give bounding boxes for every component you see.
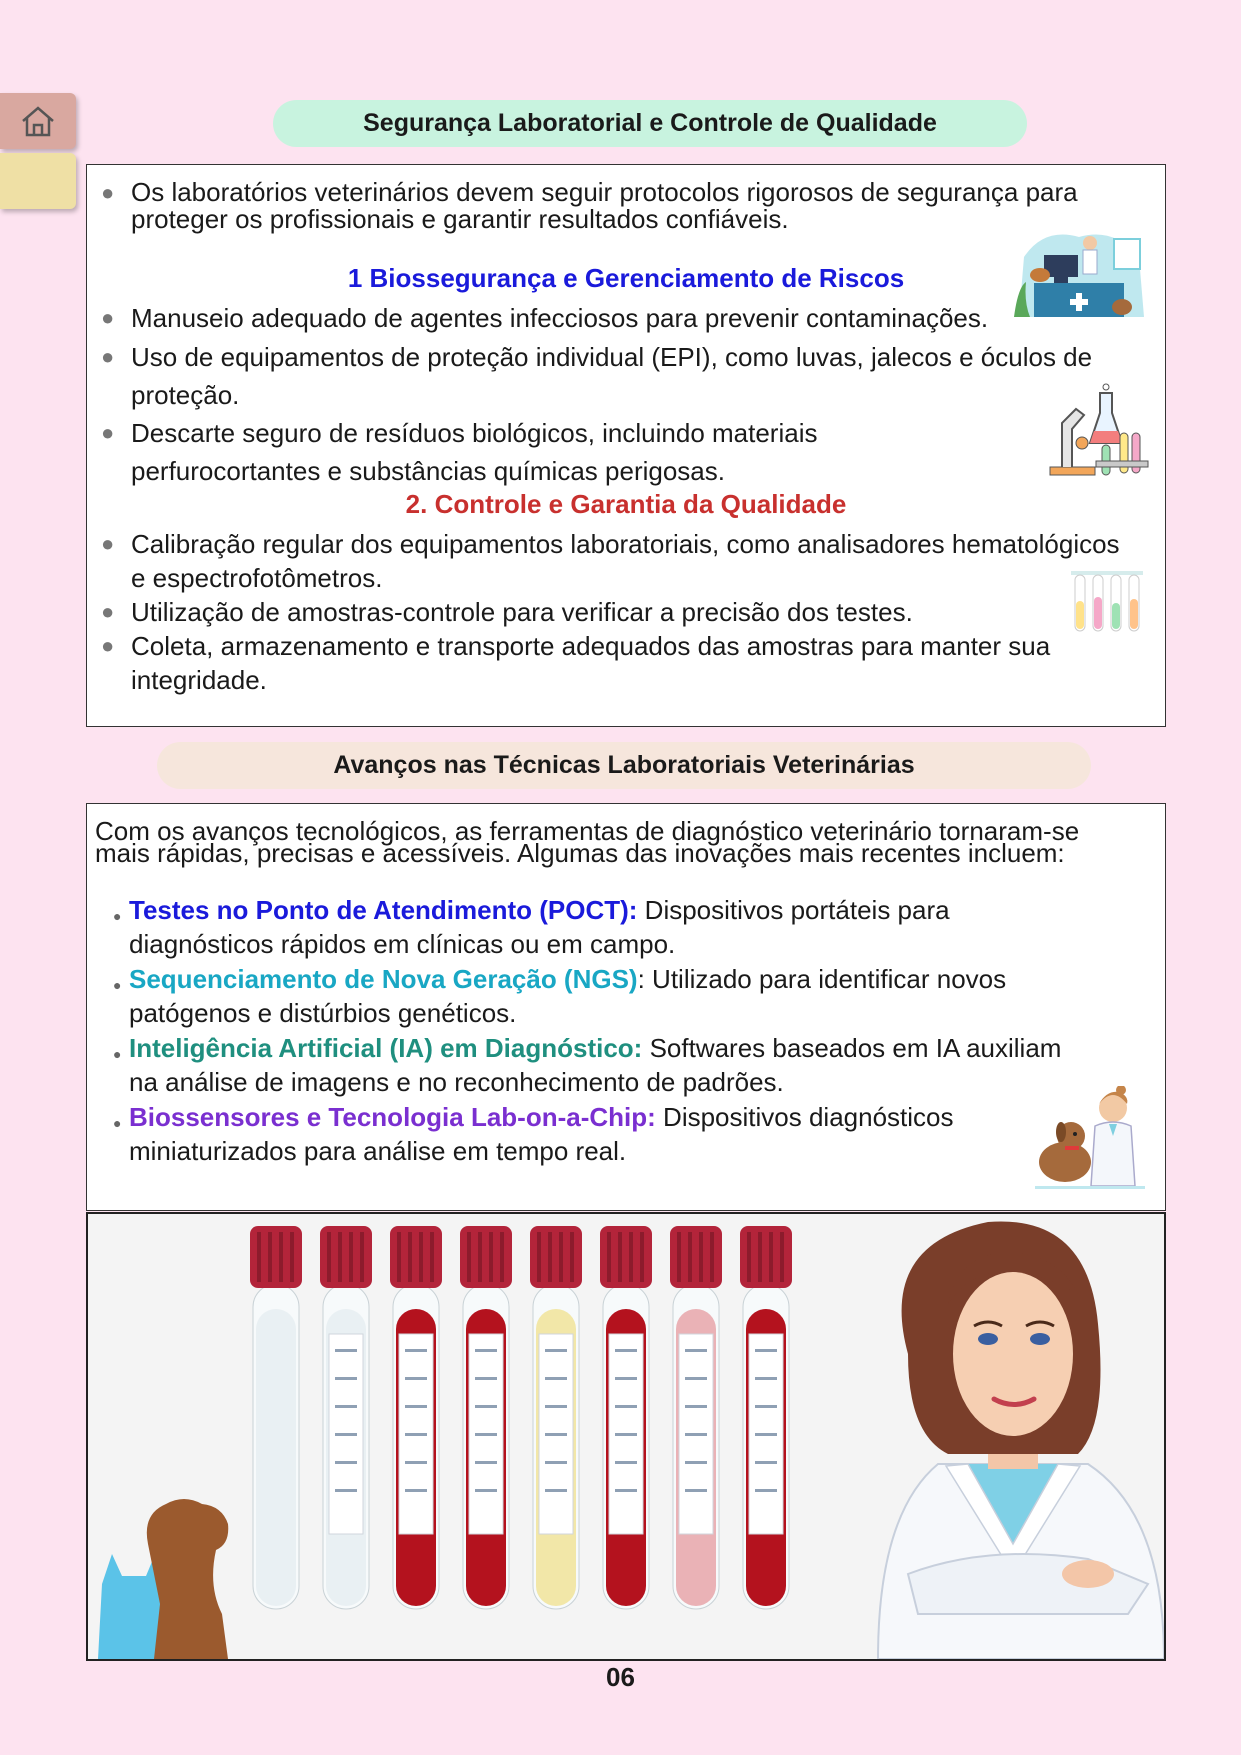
tubes-scene-icon — [88, 1214, 1164, 1659]
home-icon — [19, 103, 57, 139]
list-item: ● Os laboratórios veterinários devem seguir protocolos rigorosos de segurança para proteger os profissionais e garantir resultados confiáveis. — [101, 177, 1078, 234]
list-item: ● Inteligência Artificial (IA) em Diagnóstico: Softwares baseados em IA auxiliam na análise de imagens e no reconhecimento de padrões. — [113, 1033, 1062, 1097]
test-tubes-icon — [1065, 561, 1151, 637]
bullet-icon: ● — [113, 908, 122, 924]
bullet-icon: ● — [113, 1115, 122, 1131]
bullet-icon: ● — [101, 531, 115, 556]
tubes-group — [250, 1226, 792, 1609]
list-item: ● Coleta, armazenamento e transporte adequados das amostras para manter sua integridade. — [101, 631, 1051, 695]
bullet-icon: ● — [113, 1046, 122, 1062]
bullet-icon: ● — [101, 599, 115, 624]
bullet-icon: ● — [101, 305, 115, 330]
bullet-icon: ● — [101, 633, 115, 658]
list-item: ● Manuseio adequado de agentes infecciosos para prevenir contaminações. — [101, 303, 989, 333]
blood-tube — [390, 1226, 442, 1609]
list-item: ● Biossensores e Tecnologia Lab-on-a-Chip: Dispositivos diagnósticos miniaturizados para análise em tempo real. — [113, 1102, 954, 1166]
bullet-icon: ● — [113, 977, 122, 993]
veterinarian-woman-icon — [878, 1221, 1164, 1659]
page-number: 06 — [606, 1662, 635, 1692]
home-button[interactable] — [0, 93, 76, 149]
blood-tube — [600, 1226, 652, 1609]
blood-tube — [530, 1226, 582, 1609]
list-item: ● Calibração regular dos equipamentos laboratoriais, como analisadores hematológicos e espectrofotômetros. — [101, 529, 1120, 593]
subheading-quality: 2. Controle e Garantia da Qualidade — [405, 489, 847, 519]
safety-quality-box — [86, 164, 1166, 727]
section-title-advances: Avanços nas Técnicas Laboratoriais Veterinárias — [157, 742, 1091, 789]
advances-intro: Com os avanços tecnológicos, as ferramentas de diagnóstico veterinário tornaram-se mais rápidas, precisas e acessíveis. Algumas das inovações mais recentes incluem: — [95, 816, 1080, 868]
blood-tubes-illustration — [86, 1212, 1166, 1661]
bullet-icon: ● — [101, 344, 115, 369]
nav-tab[interactable] — [0, 153, 76, 209]
list-item: ● Descarte seguro de resíduos biológicos, incluindo materiais perfurocortantes e substâncias químicas perigosas. — [131, 414, 955, 490]
section-title-safety: Segurança Laboratorial e Controle de Qualidade — [273, 100, 1027, 147]
list-item: ● Sequenciamento de Nova Geração (NGS): Utilizado para identificar novos patógenos e distúrbios genéticos. — [113, 964, 1007, 1028]
blood-tube — [740, 1226, 792, 1609]
vet-clinic-illustration-icon — [1004, 227, 1154, 327]
dog-silhouette-icon — [147, 1499, 228, 1659]
list-item: ● Utilização de amostras-controle para verificar a precisão dos testes. — [101, 597, 913, 627]
vet-with-dog-icon — [1025, 1086, 1155, 1196]
blood-tube — [250, 1226, 302, 1609]
blood-tube — [320, 1226, 372, 1609]
subheading-biosafety: 1 Biossegurança e Gerenciamento de Riscos — [347, 263, 905, 293]
bullet-icon: ● — [101, 420, 115, 445]
bullet-icon: ● — [101, 180, 115, 205]
blood-tube — [670, 1226, 722, 1609]
blood-tube — [460, 1226, 512, 1609]
list-item: ● Testes no Ponto de Atendimento (POCT): Dispositivos portáteis para diagnósticos rápidos em clínicas ou em campo. — [113, 895, 950, 959]
microscope-lab-icon — [1042, 383, 1152, 483]
list-item: ● Uso de equipamentos de proteção individual (EPI), como luvas, jalecos e óculos de proteção. — [131, 338, 1125, 414]
advances-box — [86, 803, 1166, 1211]
